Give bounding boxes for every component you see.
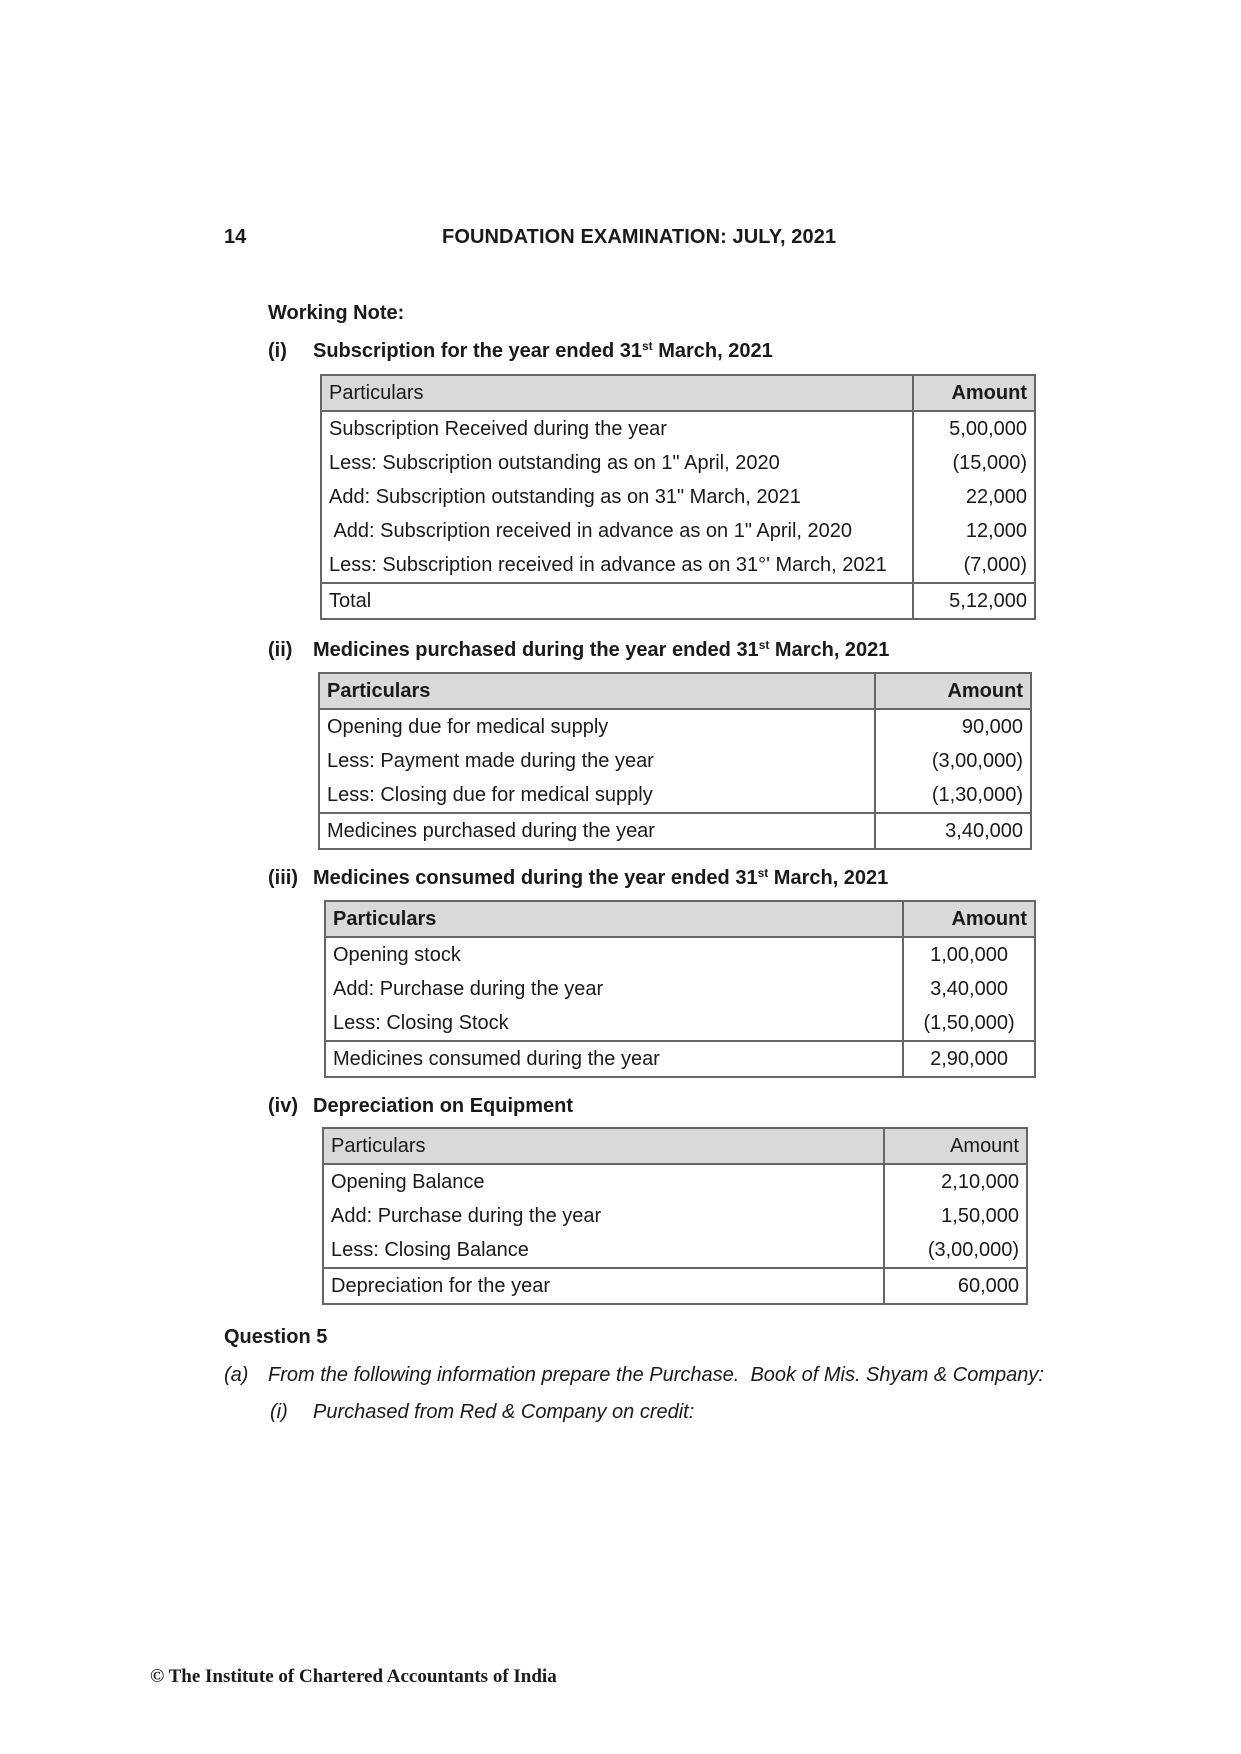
column-header-amount: Amount (884, 1128, 1027, 1164)
page-number: 14 (224, 226, 247, 248)
row-particular: Add: Purchase during the year (325, 972, 903, 1006)
table-header-row (325, 901, 1035, 937)
section-i-title-tail: March, 2021 (652, 340, 773, 362)
working-note-heading: Working Note: (268, 302, 405, 324)
subscription-table (320, 374, 1036, 620)
row-amount: 1,50,000 (884, 1199, 1027, 1233)
section-i-title-text: Subscription for the year ended 31 (313, 340, 642, 362)
table-row (319, 744, 1031, 778)
section-ii-label: (ii) (268, 639, 293, 661)
column-header-amount: Amount (903, 901, 1035, 937)
total-amount: 2,90,000 (903, 1041, 1035, 1077)
table-header-row (323, 1128, 1027, 1164)
table-row (325, 1006, 1035, 1041)
total-particular: Medicines consumed during the year (325, 1041, 903, 1077)
row-amount: (3,00,000) (875, 744, 1031, 778)
table-row (325, 972, 1035, 1006)
section-iii-title-tail: March, 2021 (768, 867, 889, 889)
table-row (321, 446, 1035, 480)
section-iii-title (313, 867, 888, 890)
section-ii-title-tail: March, 2021 (769, 639, 890, 661)
row-particular: Opening Balance (323, 1164, 884, 1199)
row-particular: Add: Purchase during the year (323, 1199, 884, 1233)
table-row (323, 1233, 1027, 1268)
column-header-particulars: Particulars (323, 1128, 884, 1164)
row-amount: (7,000) (913, 548, 1035, 583)
row-amount: 90,000 (875, 709, 1031, 744)
table-row (321, 411, 1035, 446)
row-amount: 5,00,000 (913, 411, 1035, 446)
question-part-a-label: (a) (224, 1364, 249, 1386)
page-header: FOUNDATION EXAMINATION: JULY, 2021 (442, 226, 837, 248)
total-amount: 5,12,000 (913, 583, 1035, 619)
column-header-particulars: Particulars (325, 901, 903, 937)
row-amount: 2,10,000 (884, 1164, 1027, 1199)
column-header-particulars: Particulars (321, 375, 913, 411)
row-particular: Add: Subscription received in advance as on 1" April, 2020 (321, 514, 913, 548)
copyright-footer: © The Institute of Chartered Accountants of India (150, 1666, 557, 1687)
section-ii-title-sup: st (758, 638, 770, 652)
row-particular: Opening due for medical supply (319, 709, 875, 744)
row-amount: (1,30,000) (875, 778, 1031, 813)
total-amount: 3,40,000 (875, 813, 1031, 849)
section-iv-title: Depreciation on Equipment (313, 1095, 574, 1117)
section-i-title (313, 340, 773, 363)
row-particular: Less: Closing Balance (323, 1233, 884, 1268)
section-i-label: (i) (268, 340, 287, 362)
row-amount: (3,00,000) (884, 1233, 1027, 1268)
row-particular: Subscription Received during the year (321, 411, 913, 446)
total-particular: Medicines purchased during the year (319, 813, 875, 849)
row-particular: Less: Subscription received in advance as on 31°' March, 2021 (321, 548, 913, 583)
question-part-a-text: From the following information prepare the Purchase. Book of Mis. Shyam & Company: (268, 1364, 1044, 1386)
medicines-purchased-table (318, 672, 1032, 850)
table-row (319, 709, 1031, 744)
table-row (321, 480, 1035, 514)
row-amount: 3,40,000 (903, 972, 1035, 1006)
question-heading: Question 5 (224, 1326, 328, 1348)
row-amount: (15,000) (913, 446, 1035, 480)
row-particular: Less: Closing due for medical supply (319, 778, 875, 813)
table-row (325, 937, 1035, 972)
section-iii-title-sup: st (757, 866, 769, 880)
total-particular: Depreciation for the year (323, 1268, 884, 1304)
table-header-row (319, 673, 1031, 709)
column-header-amount: Amount (875, 673, 1031, 709)
row-particular: Add: Subscription outstanding as on 31" March, 2021 (321, 480, 913, 514)
question-item-i-text: Purchased from Red & Company on credit: (313, 1401, 695, 1423)
section-ii-title-text: Medicines purchased during the year ended 31 (313, 639, 759, 661)
row-amount: 12,000 (913, 514, 1035, 548)
medicines-consumed-table (324, 900, 1036, 1078)
section-iii-label: (iii) (268, 867, 298, 889)
column-header-amount: Amount (913, 375, 1035, 411)
row-particular: Opening stock (325, 937, 903, 972)
total-amount: 60,000 (884, 1268, 1027, 1304)
section-iii-title-text: Medicines consumed during the year ended 31 (313, 867, 758, 889)
section-ii-title (313, 639, 889, 662)
row-amount: (1,50,000) (903, 1006, 1035, 1041)
table-header-row (321, 375, 1035, 411)
question-item-i-label: (i) (270, 1401, 288, 1423)
section-i-title-sup: st (641, 339, 653, 353)
column-header-particulars: Particulars (319, 673, 875, 709)
table-row (321, 548, 1035, 583)
table-row (321, 514, 1035, 548)
section-iv-label: (iv) (268, 1095, 298, 1117)
table-row (323, 1199, 1027, 1233)
row-particular: Less: Payment made during the year (319, 744, 875, 778)
row-particular: Less: Closing Stock (325, 1006, 903, 1041)
depreciation-table (322, 1127, 1028, 1305)
total-row (325, 1041, 1035, 1077)
table-row (323, 1164, 1027, 1199)
total-row (321, 583, 1035, 619)
row-amount: 1,00,000 (903, 937, 1035, 972)
total-row (319, 813, 1031, 849)
table-row (319, 778, 1031, 813)
total-particular: Total (321, 583, 913, 619)
row-amount: 22,000 (913, 480, 1035, 514)
total-row (323, 1268, 1027, 1304)
row-particular: Less: Subscription outstanding as on 1" April, 2020 (321, 446, 913, 480)
